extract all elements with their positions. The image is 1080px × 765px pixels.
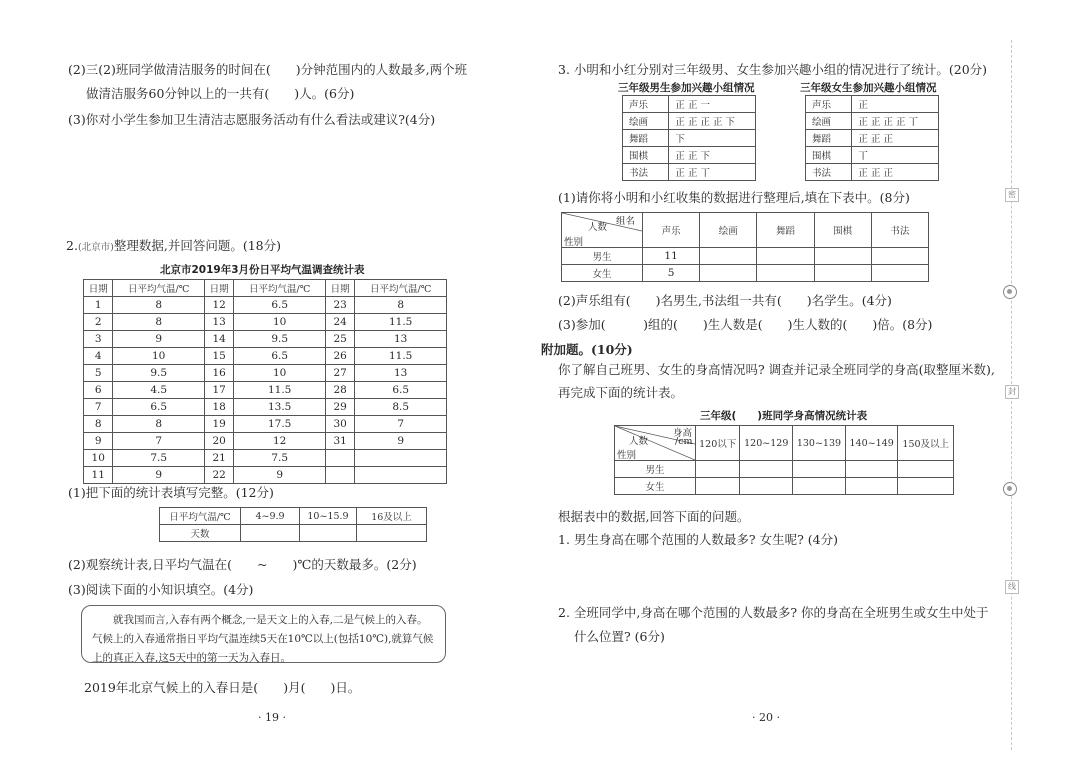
temp-table-cell: 9 — [113, 467, 205, 484]
summary-answer-cell[interactable] — [241, 525, 300, 542]
temp-table-cell: 21 — [204, 450, 233, 467]
height-row-label: 女生 — [615, 478, 696, 495]
corner-label-gender: 性别 — [617, 450, 637, 461]
temp-table-cell: 16 — [204, 365, 233, 382]
organized-answer-cell[interactable] — [871, 265, 928, 282]
table-row — [562, 248, 929, 265]
temp-table-cell: 18 — [204, 399, 233, 416]
boys-group: 围棋 — [623, 147, 669, 164]
temp-table-cell: 28 — [325, 382, 354, 399]
height-header: 120以下 — [696, 426, 740, 461]
girls-tally: 正 — [852, 96, 939, 113]
table-row — [623, 147, 756, 164]
height-answer-cell[interactable] — [845, 478, 898, 495]
temp-table-cell: 10 — [234, 314, 326, 331]
girls-group: 绘画 — [806, 113, 852, 130]
temp-table-cell: 10 — [234, 365, 326, 382]
table-row — [84, 331, 447, 348]
table-row — [84, 297, 447, 314]
temp-table-header: 日平均气温/℃ — [113, 280, 205, 297]
temp-table-cell: 8.5 — [355, 399, 447, 416]
page-number-left: · 19 · — [258, 711, 286, 724]
page-number-right: · 20 · — [752, 711, 780, 724]
temp-table-cell: 17.5 — [234, 416, 326, 433]
temp-table-cell: 22 — [204, 467, 233, 484]
temp-table-cell: 23 — [325, 297, 354, 314]
temp-table-title: 北京市2019年3月份日平均气温调查统计表 — [160, 264, 365, 276]
boys-tally-table — [622, 95, 756, 181]
temp-table-cell: 17 — [204, 382, 233, 399]
temp-table-cell: 7.5 — [234, 450, 326, 467]
height-table-title: 三年级( )班同学身高情况统计表 — [700, 410, 868, 422]
temp-table-cell: 13.5 — [234, 399, 326, 416]
organized-header: 书法 — [871, 213, 928, 248]
boys-tally: 正 正 丅 — [669, 164, 756, 181]
table-row — [84, 433, 447, 450]
table-row — [623, 164, 756, 181]
girls-tally-title: 三年级女生参加兴趣小组情况 — [800, 82, 937, 94]
boys-tally: 正 正 下 — [669, 147, 756, 164]
temp-table-cell: 25 — [325, 331, 354, 348]
height-answer-cell[interactable] — [793, 461, 846, 478]
bonus-line-2: 再完成下面的统计表。 — [558, 385, 684, 400]
temp-table-cell: 6.5 — [355, 382, 447, 399]
binding-mark-1: 密 — [1005, 188, 1019, 202]
temp-table-cell: 2 — [84, 314, 113, 331]
height-header: 120~129 — [740, 426, 793, 461]
organized-header: 绘画 — [700, 213, 757, 248]
summary-table — [159, 507, 427, 542]
summary-header: 10~15.9 — [300, 508, 357, 525]
temp-table-cell: 10 — [113, 348, 205, 365]
temp-table-cell: 6 — [84, 382, 113, 399]
temp-table-header: 日平均气温/℃ — [355, 280, 447, 297]
temp-table-cell: 9.5 — [234, 331, 326, 348]
temp-table-cell: 13 — [355, 331, 447, 348]
organized-table — [561, 212, 929, 282]
height-answer-cell[interactable] — [898, 461, 954, 478]
corner-label-height: 身高 — [673, 428, 693, 439]
bonus-q2-line1: 2. 全班同学中,身高在哪个范围的人数最多? 你的身高在全班男生或女生中处于 — [558, 605, 989, 620]
organized-answer-cell[interactable] — [757, 265, 814, 282]
table-row — [84, 399, 447, 416]
problem-2-tag: (北京市) — [77, 242, 114, 253]
corner-label-count: 人数 — [588, 222, 608, 233]
temp-table-cell: 10 — [84, 450, 113, 467]
table-row — [615, 478, 954, 495]
summary-header: 日平均气温/℃ — [160, 508, 241, 525]
fill-in-line: 2019年北京气候上的入春日是( )月( )日。 — [84, 680, 361, 695]
temp-table-cell: 8 — [113, 416, 205, 433]
height-answer-cell[interactable] — [845, 461, 898, 478]
table-row — [84, 314, 447, 331]
table-row — [806, 130, 939, 147]
table-row — [84, 365, 447, 382]
temp-table-cell: 6.5 — [234, 348, 326, 365]
temp-table-cell: 3 — [84, 331, 113, 348]
temp-table-cell: 15 — [204, 348, 233, 365]
height-answer-cell[interactable] — [740, 461, 793, 478]
temp-table-cell: 7 — [355, 416, 447, 433]
problem-2-heading — [66, 236, 281, 254]
temp-table-cell: 11.5 — [355, 348, 447, 365]
organized-row-label: 男生 — [562, 248, 643, 265]
table-row — [562, 265, 929, 282]
organized-answer-cell[interactable] — [871, 248, 928, 265]
temp-table-cell: 12 — [234, 433, 326, 450]
temp-table-cell: 29 — [325, 399, 354, 416]
temp-table-cell: 27 — [325, 365, 354, 382]
height-header: 150及以上 — [898, 426, 954, 461]
corner-label-count: 人数 — [629, 436, 649, 447]
binding-hole-icon — [1003, 285, 1017, 299]
girls-tally: 丅 — [852, 147, 939, 164]
height-header: 130~139 — [793, 426, 846, 461]
height-answer-cell[interactable] — [898, 478, 954, 495]
temp-table-cell: 24 — [325, 314, 354, 331]
temp-table-cell: 13 — [355, 365, 447, 382]
height-header: 140~149 — [845, 426, 898, 461]
temp-table-cell — [355, 467, 447, 484]
summary-answer-cell[interactable] — [357, 525, 427, 542]
height-answer-cell[interactable] — [696, 461, 740, 478]
temp-table-cell: 12 — [204, 297, 233, 314]
organized-answer-cell: 11 — [643, 248, 700, 265]
height-answer-cell[interactable] — [696, 478, 740, 495]
right-q1: (1)请你将小明和小红收集的数据进行整理后,填在下表中。(8分) — [558, 190, 910, 205]
organized-header: 舞蹈 — [757, 213, 814, 248]
temp-table-cell: 4 — [84, 348, 113, 365]
temp-table-cell: 7.5 — [113, 450, 205, 467]
organized-answer-cell[interactable] — [757, 248, 814, 265]
bonus-q1: 1. 男生身高在哪个范围的人数最多? 女生呢? (4分) — [558, 532, 838, 547]
temp-table-cell: 8 — [113, 297, 205, 314]
girls-tally: 正 正 正 — [852, 164, 939, 181]
summary-header: 16及以上 — [357, 508, 427, 525]
bonus-q2-line2: 什么位置? (6分) — [574, 629, 665, 644]
height-table — [614, 425, 954, 495]
temp-table-cell: 20 — [204, 433, 233, 450]
girls-group: 舞蹈 — [806, 130, 852, 147]
temp-table-cell: 9.5 — [113, 365, 205, 382]
problem-2-text: 整理数据,并回答问题。(18分) — [113, 238, 281, 253]
temp-table-cell: 8 — [355, 297, 447, 314]
problem-2-number: 2. — [66, 238, 78, 253]
temp-table-cell: 6.5 — [113, 399, 205, 416]
binding-mark-2: 封 — [1005, 385, 1019, 399]
temp-table-cell: 9 — [234, 467, 326, 484]
temp-table — [83, 279, 447, 484]
temp-table-header: 日期 — [84, 280, 113, 297]
problem-3-text: 3. 小明和小红分别对三年级男、女生参加兴趣小组的情况进行了统计。(20分) — [558, 62, 988, 77]
boys-group: 绘画 — [623, 113, 669, 130]
q2-3: (3)你对小学生参加卫生清洁志愿服务活动有什么看法或建议?(4分) — [68, 112, 436, 127]
right-q2: (2)声乐组有( )名男生,书法组一共有( )名学生。(4分) — [558, 293, 892, 308]
temp-table-cell: 9 — [355, 433, 447, 450]
table-row — [84, 348, 447, 365]
left-q1: (1)把下面的统计表填写完整。(12分) — [68, 485, 274, 500]
table-row — [84, 467, 447, 484]
temp-table-cell: 4.5 — [113, 382, 205, 399]
knowledge-note-box — [81, 605, 446, 663]
girls-group: 声乐 — [806, 96, 852, 113]
boys-tally-title: 三年级男生参加兴趣小组情况 — [618, 82, 755, 94]
q2-2-line1: (2)三(2)班同学做清洁服务的时间在( )分钟范围内的人数最多,两个班 — [68, 62, 468, 77]
height-corner-cell — [615, 426, 696, 461]
temp-table-cell: 5 — [84, 365, 113, 382]
summary-answer-cell[interactable] — [300, 525, 357, 542]
height-answer-cell[interactable] — [793, 478, 846, 495]
girls-group: 书法 — [806, 164, 852, 181]
temp-table-cell — [325, 450, 354, 467]
temp-table-cell — [355, 450, 447, 467]
temp-table-cell: 31 — [325, 433, 354, 450]
left-q2: (2)观察统计表,日平均气温在( ~ )℃的天数最多。(2分) — [68, 557, 417, 572]
bonus-title: 附加题。(10分) — [541, 342, 633, 357]
temp-table-cell: 11.5 — [355, 314, 447, 331]
temp-table-cell: 8 — [113, 314, 205, 331]
temp-table-header: 日期 — [204, 280, 233, 297]
temp-table-cell: 7 — [113, 433, 205, 450]
after-table-text: 根据表中的数据,回答下面的问题。 — [558, 509, 750, 524]
boys-tally: 下 — [669, 130, 756, 147]
girls-tally: 正 正 正 正 丅 — [852, 113, 939, 130]
summary-row-label: 天数 — [160, 525, 241, 542]
temp-table-cell: 7 — [84, 399, 113, 416]
temp-table-cell: 9 — [113, 331, 205, 348]
table-row — [806, 113, 939, 130]
organized-header: 声乐 — [643, 213, 700, 248]
table-row — [623, 113, 756, 130]
girls-tally-table — [805, 95, 939, 181]
temp-table-cell: 6.5 — [234, 297, 326, 314]
bonus-line-1: 你了解自己班男、女生的身高情况吗? 调查并记录全班同学的身高(取整厘米数), — [558, 362, 995, 377]
organized-answer-cell[interactable] — [700, 265, 757, 282]
organized-answer-cell: 5 — [643, 265, 700, 282]
temp-table-cell: 26 — [325, 348, 354, 365]
organized-answer-cell[interactable] — [700, 248, 757, 265]
temp-table-cell: 19 — [204, 416, 233, 433]
boys-group: 书法 — [623, 164, 669, 181]
temp-table-cell: 14 — [204, 331, 233, 348]
organized-corner-cell — [562, 213, 643, 248]
left-q3: (3)阅读下面的小知识填空。(4分) — [68, 582, 254, 597]
temp-table-cell: 9 — [84, 433, 113, 450]
table-row — [623, 130, 756, 147]
table-row — [84, 382, 447, 399]
table-row — [84, 416, 447, 433]
temp-table-cell: 11 — [84, 467, 113, 484]
binding-hole-icon — [1003, 482, 1017, 496]
temp-table-cell: 13 — [204, 314, 233, 331]
right-q3: (3)参加( )组的( )生人数是( )生人数的( )倍。(8分) — [558, 317, 933, 332]
temp-table-cell: 1 — [84, 297, 113, 314]
temp-table-cell: 8 — [84, 416, 113, 433]
temp-table-cell: 11.5 — [234, 382, 326, 399]
height-answer-cell[interactable] — [740, 478, 793, 495]
table-row — [84, 450, 447, 467]
table-row — [806, 147, 939, 164]
corner-label-gender: 性别 — [564, 237, 584, 248]
organized-answer-cell[interactable] — [814, 248, 871, 265]
table-row — [806, 96, 939, 113]
boys-tally: 正 正 一 — [669, 96, 756, 113]
temp-table-cell — [325, 467, 354, 484]
binding-mark-3: 线 — [1005, 580, 1019, 594]
knowledge-note-text: 就我国而言,入春有两个概念,一是天文上的入春,二是气候上的入春。气候上的入春通常指日平均气温连续5天在10℃以上(包括10℃),就算气候上的真正入春,这5天中的第一天为入春日。 — [92, 614, 434, 664]
height-row-label: 男生 — [615, 461, 696, 478]
boys-group: 舞蹈 — [623, 130, 669, 147]
boys-tally: 正 正 正 正 下 — [669, 113, 756, 130]
organized-header: 围棋 — [814, 213, 871, 248]
table-row — [806, 164, 939, 181]
temp-table-header: 日期 — [325, 280, 354, 297]
boys-group: 声乐 — [623, 96, 669, 113]
organized-row-label: 女生 — [562, 265, 643, 282]
organized-answer-cell[interactable] — [814, 265, 871, 282]
summary-header: 4~9.9 — [241, 508, 300, 525]
temp-table-cell: 30 — [325, 416, 354, 433]
q2-2-line2: 做清洁服务60分钟以上的一共有( )人。(6分) — [86, 86, 355, 101]
girls-tally: 正 正 正 — [852, 130, 939, 147]
table-row — [615, 461, 954, 478]
temp-table-header: 日平均气温/℃ — [234, 280, 326, 297]
corner-label-group: 组名 — [616, 216, 636, 227]
table-row — [623, 96, 756, 113]
corner-label-unit: /cm — [675, 436, 693, 447]
girls-group: 围棋 — [806, 147, 852, 164]
